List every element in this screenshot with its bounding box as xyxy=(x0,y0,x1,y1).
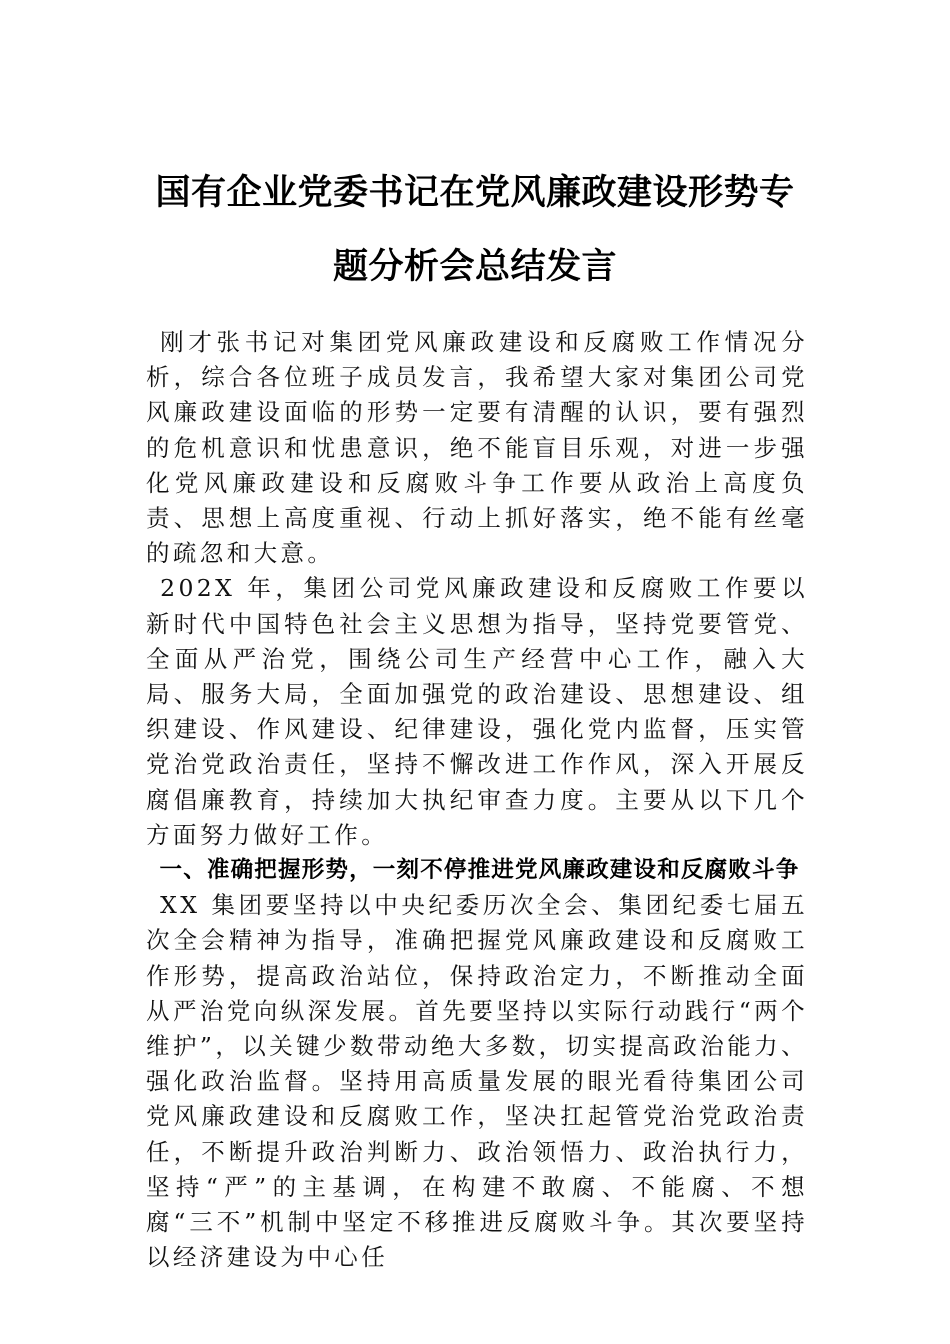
title-line-2: 题分析会总结发言 xyxy=(332,246,617,287)
overview-paragraph: 202X 年，集团公司党风廉政建设和反腐败工作要以新时代中国特色社会主义思想为指导，坚持党要管党、全面从严治党，围绕公司生产经营中心工作，融入大局、服务大局，全面加强党的政治建设、思想建设、组织建设、作风建设、纪律建设，强化党内监督，压实管党治党政治责任，坚持不懈改进工作作风，深入开展反腐倡廉教育，持续加大执纪审查力度。主要从以下几个方面努力做好工作。 xyxy=(146,574,808,849)
section-paragraph: XX 集团要坚持以中央纪委历次全会、集团纪委七届五次全会精神为指导，准确把握党风廉政建设和反腐败工作形势，提高政治站位，保持政治定力，不断推动全面从严治党向纵深发展。首先要坚持以实际行动践行“两个维护”，以关键少数带动绝大多数，切实提高政治能力、强化政治监督。坚持用高质量发展的眼光看待集团公司党风廉政建设和反腐败工作，坚决扛起管党治党政治责任，不断提升政治判断力、政治领悟力、政治执行力，坚持“严”的主基调，在构建不敢腐、不能腐、不想腐“三不”机制中坚定不移推进反腐败斗争。其次要坚持以经济建设为中心任 xyxy=(146,891,808,1272)
title-line-1: 国有企业党委书记在党风廉政建设形势专 xyxy=(155,172,795,213)
intro-paragraph: 刚才张书记对集团党风廉政建设和反腐败工作情况分析，综合各位班子成员发言，我希望大家对集团公司党风廉政建设面临的形势一定要有清醒的认识，要有强烈的危机意识和忧患意识，绝不能盲目乐观，对进一步强化党风廉政建设和反腐败斗争工作要从政治上高度负责、思想上高度重视、行动上抓好落实，绝不能有丝毫的疏忽和大意。 xyxy=(146,328,808,568)
section-heading: 一、准确把握形势，一刻不停推进党风廉政建设和反腐败斗争 xyxy=(159,857,800,884)
document-title xyxy=(120,156,830,304)
document-body xyxy=(146,325,808,1275)
